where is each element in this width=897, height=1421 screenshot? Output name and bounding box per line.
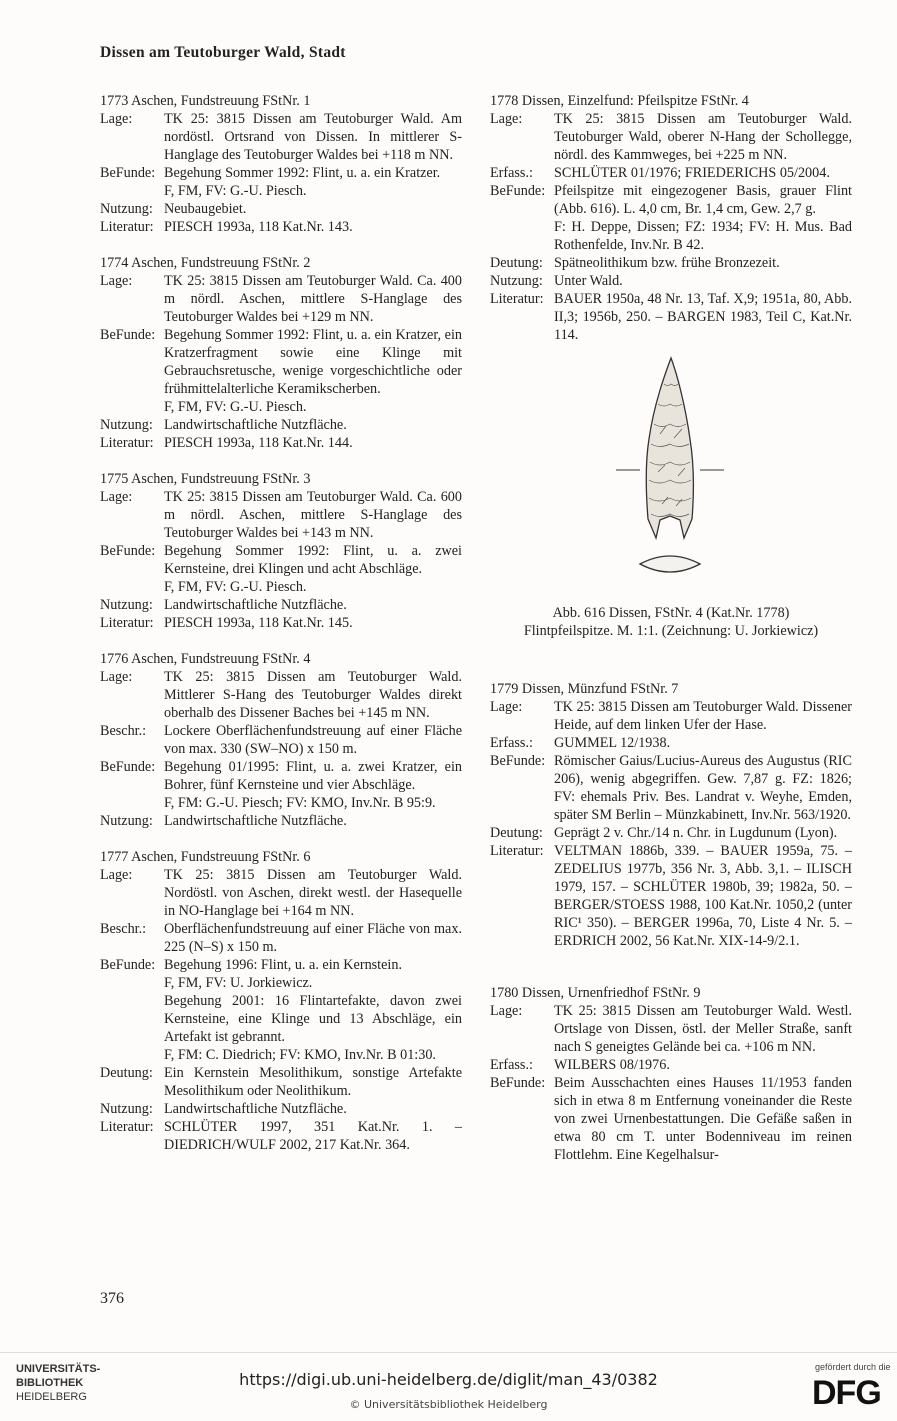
entry-heading: 1779 Dissen, Münzfund FStNr. 7 bbox=[490, 681, 679, 697]
field-value: TK 25: 3815 Dissen am Teutoburger Wald. Teutoburger Wald, oberer N-Hang der Schollegge, nördl. des Kammweges, bei +225 m NN. bbox=[554, 111, 852, 163]
field-value: Geprägt 2 v. Chr./14 n. Chr. in Lugdunum (Lyon). bbox=[554, 825, 838, 841]
catalog-entry bbox=[490, 680, 852, 950]
field-label: Deutung: bbox=[100, 1065, 153, 1081]
field-label: Nutzung: bbox=[490, 273, 543, 289]
field-label bbox=[100, 974, 164, 992]
field-value: TK 25: 3815 Dissen am Teutoburger Wald. Mittlerer S-Hang des Teutoburger Waldes direkt oberhalb des Dissener Baches bei +145 m NN. bbox=[164, 669, 462, 721]
entry-field bbox=[100, 974, 462, 992]
field-value: TK 25: 3815 Dissen am Teutoburger Wald. Nordöstl. von Aschen, direkt westl. der Hasequelle in NO-Hanglage bei +164 m NN. bbox=[164, 867, 462, 919]
catalog-entry bbox=[100, 650, 462, 830]
entry-field bbox=[100, 326, 462, 398]
field-label: Erfass.: bbox=[490, 735, 533, 751]
entry-field bbox=[100, 1118, 462, 1154]
figure-arrowhead bbox=[490, 344, 852, 604]
library-logo-line-3: HEIDELBERG bbox=[16, 1391, 87, 1403]
field-label: Lage: bbox=[490, 699, 523, 715]
field-label: Deutung: bbox=[490, 255, 543, 271]
entry-field bbox=[100, 1100, 462, 1118]
field-label: Literatur: bbox=[100, 219, 154, 235]
field-value: VELTMAN 1886b, 339. – BAUER 1959a, 75. – ZEDELIUS 1977b, 356 Nr. 3, Abb. 3,1. – ILISCH 1979, 157. – SCHLÜTER 1980b, 39; 1982a, 50. – BERGER/STOESS 1988, 100 Kat.Nr. 1050,2 (unter RIC¹ 350). – BERGER 1996a, 70, Liste 4 Nr. 5. – ERDRICH 2002, 56 Kat.Nr. XIX-14-9/2.1. bbox=[554, 843, 852, 949]
entry-field bbox=[100, 110, 462, 164]
field-value: PIESCH 1993a, 118 Kat.Nr. 145. bbox=[164, 615, 353, 631]
entry-field bbox=[100, 434, 462, 452]
field-value: Begehung Sommer 1992: Flint, u. a. ein Kratzer, ein Kratzerfragment sowie eine Klinge mit Gebrauchsretusche, wenige vorgeschichtliche oder frühmittelalterliche Keramikscherben. bbox=[164, 327, 462, 397]
field-label: BeFunde: bbox=[100, 759, 156, 775]
catalog-entry bbox=[490, 92, 852, 344]
field-label: BeFunde: bbox=[100, 957, 156, 973]
field-value: Begehung Sommer 1992: Flint, u. a. ein Kratzer. bbox=[164, 165, 441, 181]
field-label: Lage: bbox=[490, 111, 523, 127]
library-logo-line-2: BIBLIOTHEK bbox=[16, 1377, 84, 1389]
field-value: Beim Ausschachten eines Hauses 11/1953 fanden sich in etwa 8 m Entfernung voneinander die Reste von zwei Urnenbestattungen. Die Gefäße saßen in etwa 80 cm T. unter Bodenniveau im reinen Flottlehm. Eine Kegelhalsur- bbox=[554, 1075, 852, 1163]
entry-field bbox=[100, 668, 462, 722]
field-value: F, FM, FV: G.-U. Piesch. bbox=[164, 183, 307, 199]
entry-heading: 1775 Aschen, Fundstreuung FStNr. 3 bbox=[100, 471, 311, 487]
field-label: Lage: bbox=[100, 867, 133, 883]
field-value: TK 25: 3815 Dissen am Teutoburger Wald. Ca. 400 m nördl. Aschen, mittlere S-Hanglage des Teutoburger Waldes bei +129 m NN. bbox=[164, 273, 462, 325]
entry-heading: 1776 Aschen, Fundstreuung FStNr. 4 bbox=[100, 651, 311, 667]
field-label: Literatur: bbox=[490, 291, 544, 307]
entry-field bbox=[490, 290, 852, 344]
field-label bbox=[100, 794, 164, 812]
entry-field bbox=[100, 578, 462, 596]
field-value: F, FM: G.-U. Piesch; FV: KMO, Inv.Nr. B 95:9. bbox=[164, 795, 436, 811]
field-value: F, FM, FV: G.-U. Piesch. bbox=[164, 399, 307, 415]
catalog-entry bbox=[100, 92, 462, 236]
field-label: Nutzung: bbox=[100, 201, 153, 217]
field-value: PIESCH 1993a, 118 Kat.Nr. 143. bbox=[164, 219, 353, 235]
field-label: Lage: bbox=[490, 1003, 523, 1019]
field-label: Nutzung: bbox=[100, 1101, 153, 1117]
catalog-entry bbox=[100, 470, 462, 632]
entry-field bbox=[100, 614, 462, 632]
entry-field bbox=[100, 794, 462, 812]
page-number: 376 bbox=[100, 1290, 124, 1307]
field-label: Erfass.: bbox=[490, 165, 533, 181]
entry-field bbox=[100, 182, 462, 200]
field-value: Pfeilspitze mit eingezogener Basis, grauer Flint (Abb. 616). L. 4,0 cm, Br. 1,4 cm, Gew. 2,7 g. bbox=[554, 183, 852, 217]
field-label: Nutzung: bbox=[100, 417, 153, 433]
field-value: Landwirtschaftliche Nutzfläche. bbox=[164, 813, 347, 829]
field-value: F, FM, FV: G.-U. Piesch. bbox=[164, 579, 307, 595]
field-label bbox=[100, 1046, 164, 1064]
figure-caption-line-2: Flintpfeilspitze. M. 1:1. (Zeichnung: U. Jorkiewicz) bbox=[523, 623, 819, 639]
figure-caption bbox=[490, 604, 852, 640]
field-value: F, FM: C. Diedrich; FV: KMO, Inv.Nr. B 01:30. bbox=[164, 1047, 436, 1063]
field-value: F, FM, FV: U. Jorkiewicz. bbox=[164, 975, 313, 991]
entry-field bbox=[100, 812, 462, 830]
field-value: Spätneolithikum bzw. frühe Bronzezeit. bbox=[554, 255, 780, 271]
field-label bbox=[490, 218, 554, 254]
catalog-entry bbox=[100, 254, 462, 452]
entry-heading: 1778 Dissen, Einzelfund: Pfeilspitze FStNr. 4 bbox=[490, 93, 749, 109]
field-label bbox=[100, 182, 164, 200]
entry-field bbox=[100, 1046, 462, 1064]
field-label: Lage: bbox=[100, 111, 133, 127]
field-value: Neubaugebiet. bbox=[164, 201, 247, 217]
field-value: Ein Kernstein Mesolithikum, sonstige Artefakte Mesolithikum oder Neolithikum. bbox=[164, 1065, 462, 1099]
field-value: WILBERS 08/1976. bbox=[554, 1057, 670, 1073]
catalog-entry bbox=[100, 848, 462, 1154]
entry-field bbox=[490, 272, 852, 290]
field-label bbox=[100, 992, 164, 1046]
field-label: Deutung: bbox=[490, 825, 543, 841]
field-label: Beschr.: bbox=[100, 921, 147, 937]
field-value: Oberflächenfundstreuung auf einer Fläche von max. 225 (N–S) x 150 m. bbox=[164, 921, 462, 955]
entry-field bbox=[100, 200, 462, 218]
field-value: Lockere Oberflächenfundstreuung auf einer Fläche von max. 330 (SW–NO) x 150 m. bbox=[164, 723, 462, 757]
entry-field bbox=[490, 164, 852, 182]
field-label: Literatur: bbox=[100, 1119, 154, 1135]
entry-field bbox=[100, 956, 462, 974]
arrowhead-drawing-icon bbox=[490, 344, 852, 604]
field-value: PIESCH 1993a, 118 Kat.Nr. 144. bbox=[164, 435, 353, 451]
entry-heading: 1774 Aschen, Fundstreuung FStNr. 2 bbox=[100, 255, 311, 271]
field-value: TK 25: 3815 Dissen am Teutoburger Wald. Dissener Heide, auf dem linken Ufer der Hase. bbox=[554, 699, 852, 733]
field-value: Begehung 01/1995: Flint, u. a. zwei Kratzer, ein Bohrer, fünf Kernsteine und vier Abschläge. bbox=[164, 759, 462, 793]
field-label: Lage: bbox=[100, 669, 133, 685]
field-value: GUMMEL 12/1938. bbox=[554, 735, 671, 751]
field-value: TK 25: 3815 Dissen am Teutoburger Wald. Ca. 600 m nördl. Aschen, mittlere S-Hanglage des Teutoburger Waldes bei +143 m NN. bbox=[164, 489, 462, 541]
field-label: Literatur: bbox=[490, 843, 544, 859]
entry-field bbox=[100, 758, 462, 794]
field-value: Unter Wald. bbox=[554, 273, 623, 289]
field-value: Landwirtschaftliche Nutzfläche. bbox=[164, 1101, 347, 1117]
field-label: Nutzung: bbox=[100, 813, 153, 829]
entry-field bbox=[490, 752, 852, 824]
field-value: BAUER 1950a, 48 Nr. 13, Taf. X,9; 1951a, 80, Abb. II,3; 1956b, 250. – BARGEN 1983, Teil C, Kat.Nr. 114. bbox=[554, 291, 852, 343]
entry-field bbox=[100, 164, 462, 182]
entry-field bbox=[100, 416, 462, 434]
entry-field bbox=[100, 920, 462, 956]
field-value: Römischer Gaius/Lucius-Aureus des Augustus (RIC 206), wenig abgegriffen. Gew. 7,87 g. FZ: 1826; FV: ehemals Priv. Bes. Landrat v. Weyhe, Emden, später SM Berlin – Münzkabinett, Inv.Nr. 563/1920. bbox=[554, 753, 852, 823]
entry-field bbox=[100, 596, 462, 614]
entry-field bbox=[100, 722, 462, 758]
entry-heading: 1777 Aschen, Fundstreuung FStNr. 6 bbox=[100, 849, 311, 865]
field-value: Landwirtschaftliche Nutzfläche. bbox=[164, 597, 347, 613]
figure-caption-line-1: Abb. 616 Dissen, FStNr. 4 (Kat.Nr. 1778) bbox=[552, 605, 790, 621]
catalog-entry bbox=[490, 984, 852, 1164]
field-label: BeFunde: bbox=[490, 753, 546, 769]
entry-field bbox=[100, 992, 462, 1046]
running-head: Dissen am Teutoburger Wald, Stadt bbox=[100, 44, 346, 61]
field-label bbox=[100, 578, 164, 596]
field-value: Landwirtschaftliche Nutzfläche. bbox=[164, 417, 347, 433]
entry-field bbox=[490, 824, 852, 842]
field-value: TK 25: 3815 Dissen am Teutoburger Wald. Westl. Ortslage von Dissen, östl. der Meller Straße, sanft nach S geneigtes Gelände bei ca. +106 m NN. bbox=[554, 1003, 852, 1055]
copyright-notice: © Universitätsbibliothek Heidelberg bbox=[349, 1398, 548, 1411]
field-label: Beschr.: bbox=[100, 723, 147, 739]
entry-field bbox=[490, 1002, 852, 1056]
field-label: BeFunde: bbox=[100, 327, 156, 343]
field-label bbox=[100, 398, 164, 416]
entry-field bbox=[100, 1064, 462, 1100]
entry-field bbox=[100, 866, 462, 920]
entry-field bbox=[100, 398, 462, 416]
field-label: Literatur: bbox=[100, 435, 154, 451]
entry-field bbox=[490, 1056, 852, 1074]
entry-field bbox=[490, 734, 852, 752]
entry-field bbox=[100, 218, 462, 236]
field-value: SCHLÜTER 1997, 351 Kat.Nr. 1. – DIEDRICH/WULF 2002, 217 Kat.Nr. 364. bbox=[164, 1119, 462, 1153]
field-value: SCHLÜTER 01/1976; FRIEDERICHS 05/2004. bbox=[554, 165, 830, 181]
entry-heading: 1773 Aschen, Fundstreuung FStNr. 1 bbox=[100, 93, 311, 109]
right-entries-top bbox=[490, 92, 852, 344]
field-value: F: H. Deppe, Dissen; FZ: 1934; FV: H. Mus. Bad Rothenfelde, Inv.Nr. B 42. bbox=[554, 219, 852, 253]
left-entries bbox=[100, 92, 462, 1154]
entry-field bbox=[490, 842, 852, 950]
entry-field bbox=[100, 488, 462, 542]
field-label: BeFunde: bbox=[100, 165, 156, 181]
field-value: TK 25: 3815 Dissen am Teutoburger Wald. Am nordöstl. Ortsrand von Dissen. In mittlerer S-Hanglage des Teutoburger Waldes bei +118 m NN. bbox=[164, 111, 462, 163]
entry-field bbox=[490, 698, 852, 734]
field-value: Begehung Sommer 1992: Flint, u. a. zwei Kernsteine, drei Klingen und acht Abschläge. bbox=[164, 543, 462, 577]
entry-field bbox=[490, 110, 852, 164]
field-label: Erfass.: bbox=[490, 1057, 533, 1073]
entry-field bbox=[490, 218, 852, 254]
funding-note: gefördert durch die bbox=[815, 1362, 891, 1372]
field-label: Nutzung: bbox=[100, 597, 153, 613]
right-entries-bottom bbox=[490, 680, 852, 1164]
field-label: BeFunde: bbox=[490, 1075, 546, 1091]
dfg-logo: DFG bbox=[812, 1374, 881, 1412]
entry-field bbox=[100, 542, 462, 578]
entry-field bbox=[490, 182, 852, 218]
field-label: Lage: bbox=[100, 273, 133, 289]
entry-heading: 1780 Dissen, Urnenfriedhof FStNr. 9 bbox=[490, 985, 701, 1001]
footer-divider bbox=[0, 1352, 897, 1353]
entry-field bbox=[490, 1074, 852, 1164]
right-column bbox=[490, 92, 852, 1164]
entry-field bbox=[490, 254, 852, 272]
field-label: Lage: bbox=[100, 489, 133, 505]
left-column bbox=[100, 92, 462, 1154]
field-label: Literatur: bbox=[100, 615, 154, 631]
entry-field bbox=[100, 272, 462, 326]
document-url-link[interactable]: https://digi.ub.uni-heidelberg.de/diglit/man_43/0382 bbox=[239, 1370, 658, 1389]
library-logo-line-1: UNIVERSITÄTS- bbox=[16, 1363, 101, 1375]
field-label: BeFunde: bbox=[100, 543, 156, 559]
field-value: Begehung 2001: 16 Flintartefakte, davon zwei Kernsteine, eine Klinge und 13 Abschläge, ein Artefakt ist gebrannt. bbox=[164, 993, 462, 1045]
field-value: Begehung 1996: Flint, u. a. ein Kernstein. bbox=[164, 957, 403, 973]
field-label: BeFunde: bbox=[490, 183, 546, 199]
